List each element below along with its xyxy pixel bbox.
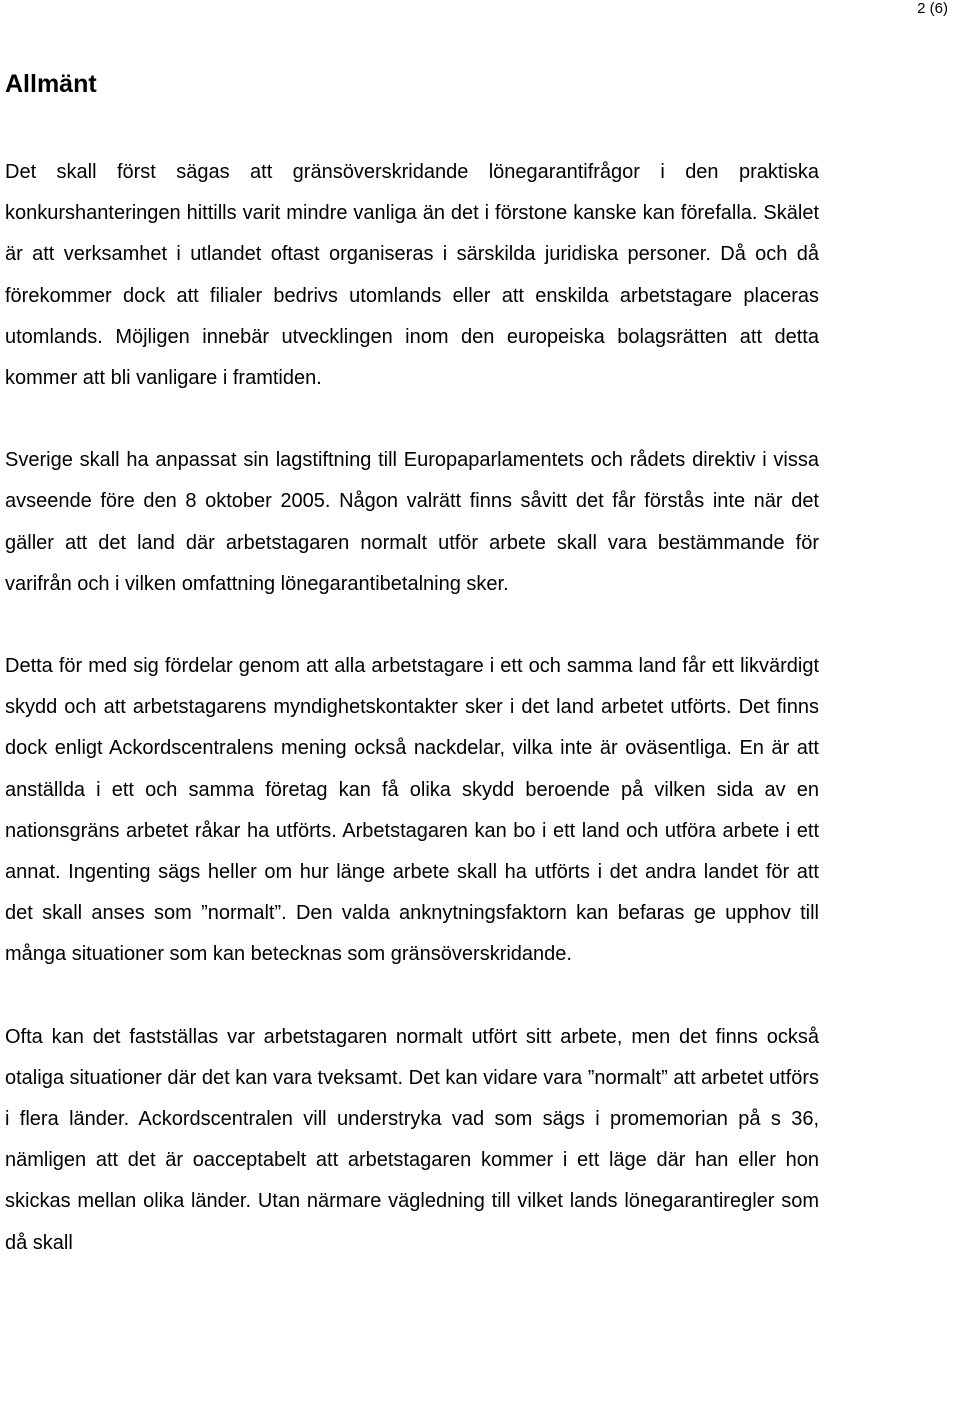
paragraph-1: Det skall först sägas att gränsöverskridande lönegarantifrågor i den praktiska konkurshanteringen hittills varit mindre vanliga än det i förstone kanske kan förefalla. Skälet är att verksamhet i utlandet oftast organiseras i särskilda juridiska personer. Då och då förekommer dock att filialer bedrivs utomlands eller att enskilda arbetstagare placeras utomlands. Möjligen innebär utvecklingen inom den europeiska bolagsrätten att detta kommer att bli vanligare i framtiden. xyxy=(5,161,819,390)
page-number: 2 (6) xyxy=(917,0,948,17)
document-body xyxy=(5,66,819,1264)
paragraph-3: Detta för med sig fördelar genom att alla arbetstagare i ett och samma land får ett likvärdigt skydd och att arbetstagarens myndighetskontakter sker i det land arbetet utförts. Det finns dock enligt Ackordscentralens mening också nackdelar, vilka inte är oväsentliga. En är att anställda i ett och samma företag kan få olika skydd beroende på vilken sida av en nationsgräns arbetet råkar ha utförts. Arbetstagaren kan bo i ett land och utföra arbete i ett annat. Ingenting sägs heller om hur länge arbete skall ha utförts i det andra landet för att det skall anses som ”normalt”. Den valda anknytningsfaktorn kan befaras ge upphov till många situationer som kan betecknas som gränsöverskridande. xyxy=(5,655,819,966)
section-heading: Allmänt xyxy=(5,70,97,98)
paragraph-4: Ofta kan det fastställas var arbetstagaren normalt utfört sitt arbete, men det finns också otaliga situationer där det kan vara tveksamt. Det kan vidare vara ”normalt” att arbetet utförs i flera länder. Ackordscentralen vill understryka vad som sägs i promemorian på s 36, nämligen att det är oacceptabelt att arbetstagaren kommer i ett läge där han eller hon skickas mellan olika länder. Utan närmare vägledning till vilket lands lönegarantiregler som då skall xyxy=(5,1025,819,1254)
paragraph-2: Sverige skall ha anpassat sin lagstiftning till Europaparlamentets och rådets direktiv i vissa avseende före den 8 oktober 2005. Någon valrätt finns såvitt det får förstås inte när det gäller att det land där arbetstagaren normalt utför arbete skall vara bestämmande för varifrån och i vilken omfattning lönegarantibetalning sker. xyxy=(5,449,819,595)
